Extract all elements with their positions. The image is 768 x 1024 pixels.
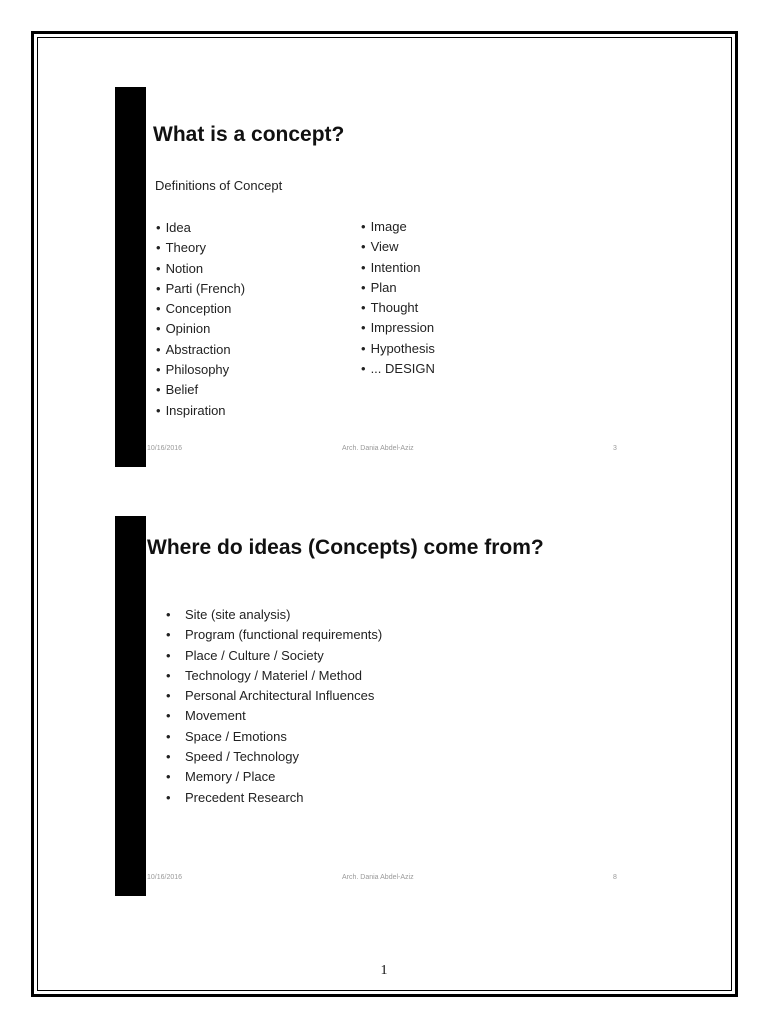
list-item: • Intention <box>361 258 435 278</box>
list-item: • Image <box>361 217 435 237</box>
list-item: • Notion <box>156 259 245 279</box>
slide-accent-bar <box>115 87 146 467</box>
slide-footer-author: Arch. Dania Abdel-Aziz <box>342 874 414 881</box>
slide-where-do-ideas-come-from <box>115 516 635 896</box>
list-item: • Site (site analysis) <box>166 605 382 625</box>
definitions-list-left <box>156 218 245 421</box>
list-item: • Space / Emotions <box>166 727 382 747</box>
list-item: • Abstraction <box>156 340 245 360</box>
list-item: • Technology / Materiel / Method <box>166 666 382 686</box>
list-item: • Belief <box>156 380 245 400</box>
list-item: • Impression <box>361 318 435 338</box>
slide-accent-bar <box>115 516 146 896</box>
list-item: • Opinion <box>156 319 245 339</box>
list-item: • Idea <box>156 218 245 238</box>
list-item: • Plan <box>361 278 435 298</box>
slide-title: Where do ideas (Concepts) come from? <box>147 536 544 559</box>
slide-subtitle: Definitions of Concept <box>155 178 283 193</box>
list-item: • Theory <box>156 238 245 258</box>
list-item: • Place / Culture / Society <box>166 646 382 666</box>
slide-footer-number: 8 <box>613 874 617 881</box>
list-item: • Philosophy <box>156 360 245 380</box>
definitions-list-right <box>361 217 435 379</box>
list-item: • ... DESIGN <box>361 359 435 379</box>
list-item: • Precedent Research <box>166 788 382 808</box>
list-item: • Conception <box>156 299 245 319</box>
slide-what-is-a-concept <box>115 87 635 467</box>
list-item: • Speed / Technology <box>166 747 382 767</box>
concept-sources-list <box>166 605 382 808</box>
slide-footer-date: 10/16/2016 <box>147 874 183 881</box>
list-item: • Parti (French) <box>156 279 245 299</box>
list-item: • Movement <box>166 706 382 726</box>
slide-title: What is a concept? <box>153 123 345 146</box>
list-item: • Hypothesis <box>361 339 435 359</box>
list-item: • Personal Architectural Influences <box>166 686 382 706</box>
list-item: • Inspiration <box>156 401 245 421</box>
list-item: • Program (functional requirements) <box>166 625 382 645</box>
list-item: • Memory / Place <box>166 767 382 787</box>
slide-footer-date: 10/16/2016 <box>147 445 183 452</box>
page-number: 1 <box>380 963 388 978</box>
list-item: • Thought <box>361 298 435 318</box>
slide-footer-author: Arch. Dania Abdel-Aziz <box>342 445 414 452</box>
slide-footer-number: 3 <box>613 445 617 452</box>
list-item: • View <box>361 237 435 257</box>
